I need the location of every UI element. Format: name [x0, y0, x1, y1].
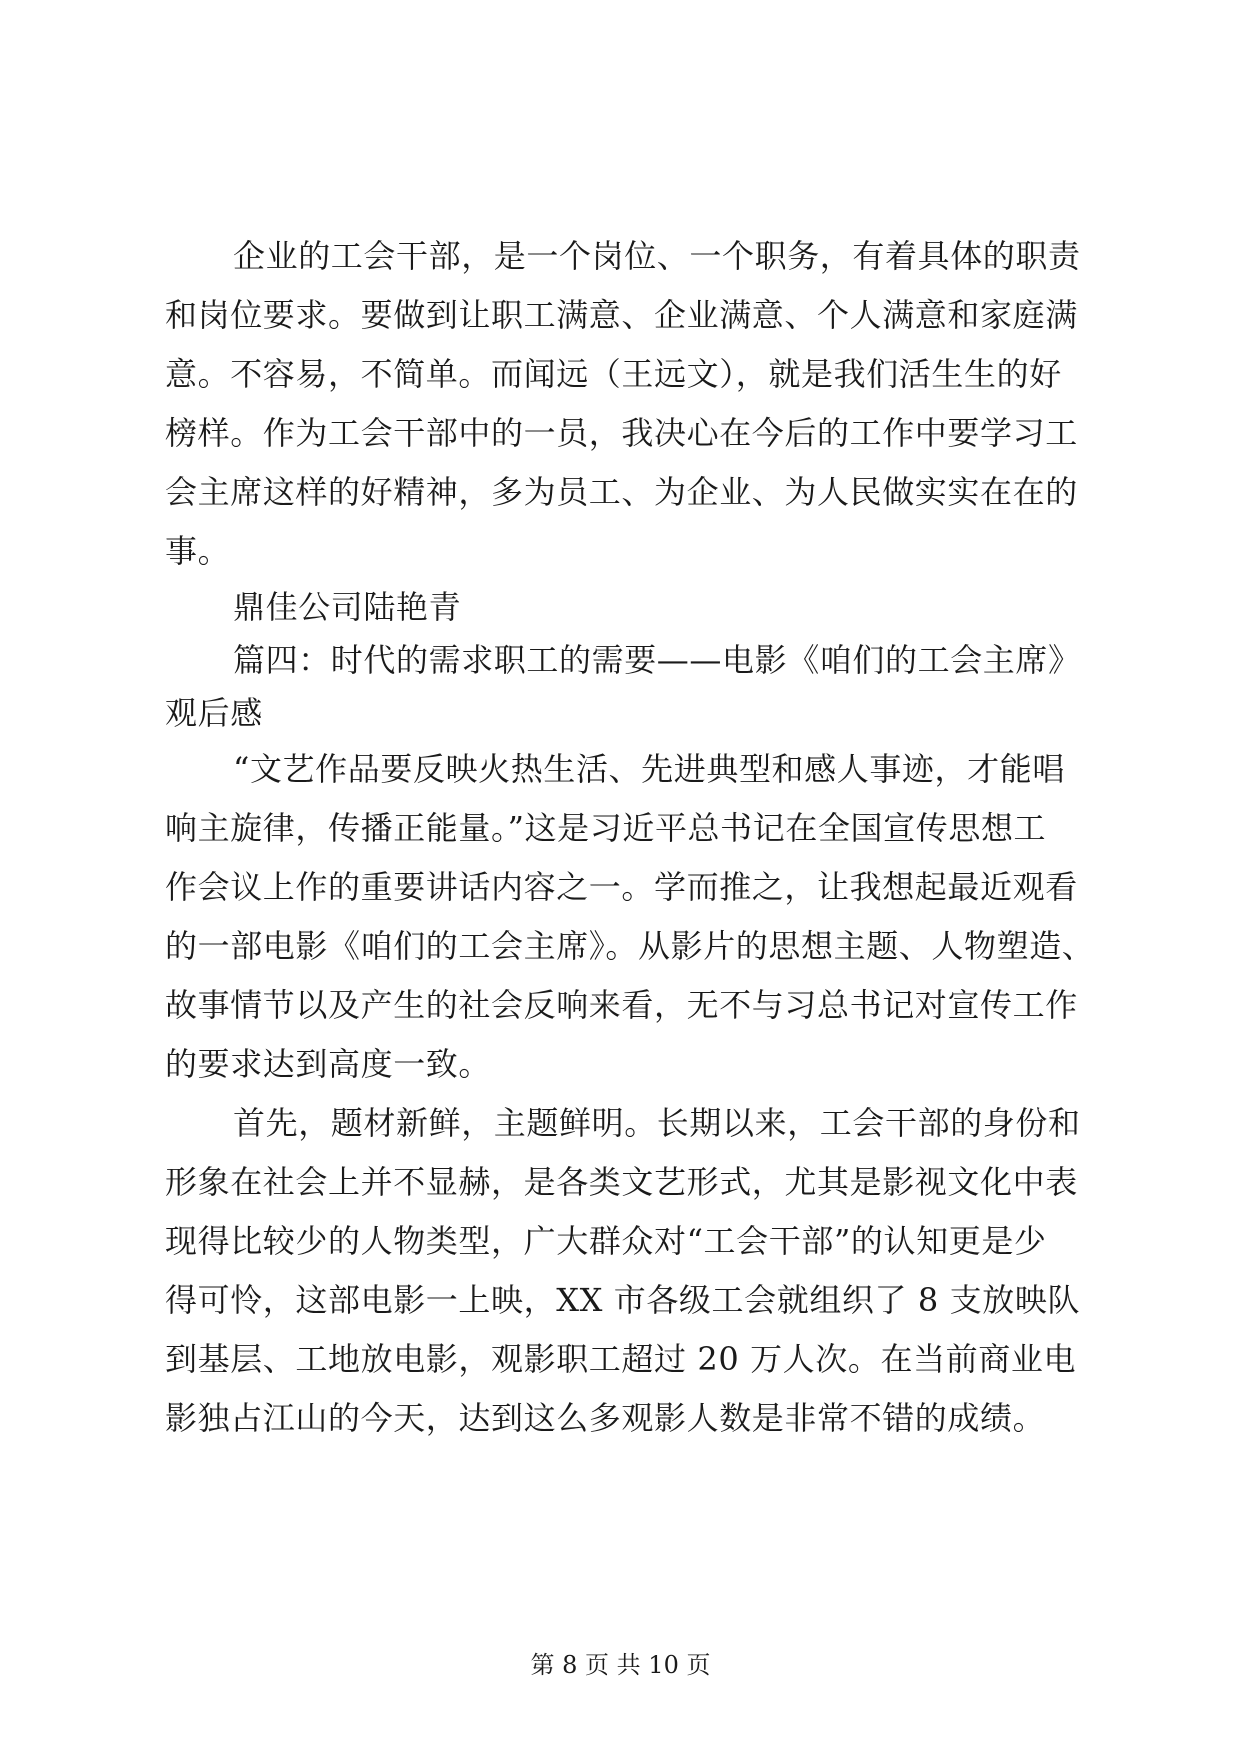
paragraph-line: 形象在社会上并不显赫，是各类文艺形式，尤其是影视文化中表: [165, 1163, 1078, 1201]
paragraph-line: 的一部电影《咱们的工会主席》。从影片的思想主题、人物塑造、: [165, 927, 1095, 965]
paragraph-line: “文艺作品要反映火热生活、先进典型和感人事迹，才能唱: [233, 750, 1065, 788]
paragraph-line: 事。: [165, 532, 231, 570]
paragraph-line: 现得比较少的人物类型，广大群众对“工会干部”的认知更是少: [165, 1222, 1047, 1260]
section-heading: 篇四：时代的需求职工的需要——电影《咱们的工会主席》: [233, 641, 1081, 679]
paragraph-line: 首先，题材新鲜，主题鲜明。长期以来，工会干部的身份和: [233, 1104, 1081, 1142]
author-signature: 鼎佳公司陆艳青: [233, 588, 462, 626]
page-number-footer: 第 8 页 共 10 页: [530, 1651, 711, 1679]
paragraph-line: 影独占江山的今天，达到这么多观影人数是非常不错的成绩。: [165, 1399, 1046, 1437]
paragraph-line: 会主席这样的好精神，多为员工、为企业、为人民做实实在在的: [165, 473, 1078, 511]
paragraph-line: 响主旋律，传播正能量。”这是习近平总书记在全国宣传思想工: [165, 809, 1047, 847]
paragraph-line: 的要求达到高度一致。: [165, 1045, 492, 1083]
document-body: [165, 227, 1095, 1448]
paragraph-line: 企业的工会干部，是一个岗位、一个职务，有着具体的职责: [233, 237, 1081, 275]
section-heading-continued: 观后感: [165, 694, 263, 732]
paragraph-line: 意。不容易，不简单。而闻远（王远文），就是我们活生生的好: [165, 355, 1062, 393]
paragraph-line: 到基层、工地放电影，观影职工超过 20 万人次。在当前商业电: [165, 1340, 1077, 1378]
paragraph-line: 故事情节以及产生的社会反响来看，无不与习总书记对宣传工作: [165, 986, 1078, 1024]
paragraph-line: 得可怜，这部电影一上映，XX 市各级工会就组织了 8 支放映队: [165, 1281, 1081, 1319]
paragraph-line: 榜样。作为工会干部中的一员，我决心在今后的工作中要学习工: [165, 414, 1078, 452]
paragraph-line: 和岗位要求。要做到让职工满意、企业满意、个人满意和家庭满: [165, 296, 1078, 334]
paragraph-line: 作会议上作的重要讲话内容之一。学而推之，让我想起最近观看: [165, 868, 1078, 906]
